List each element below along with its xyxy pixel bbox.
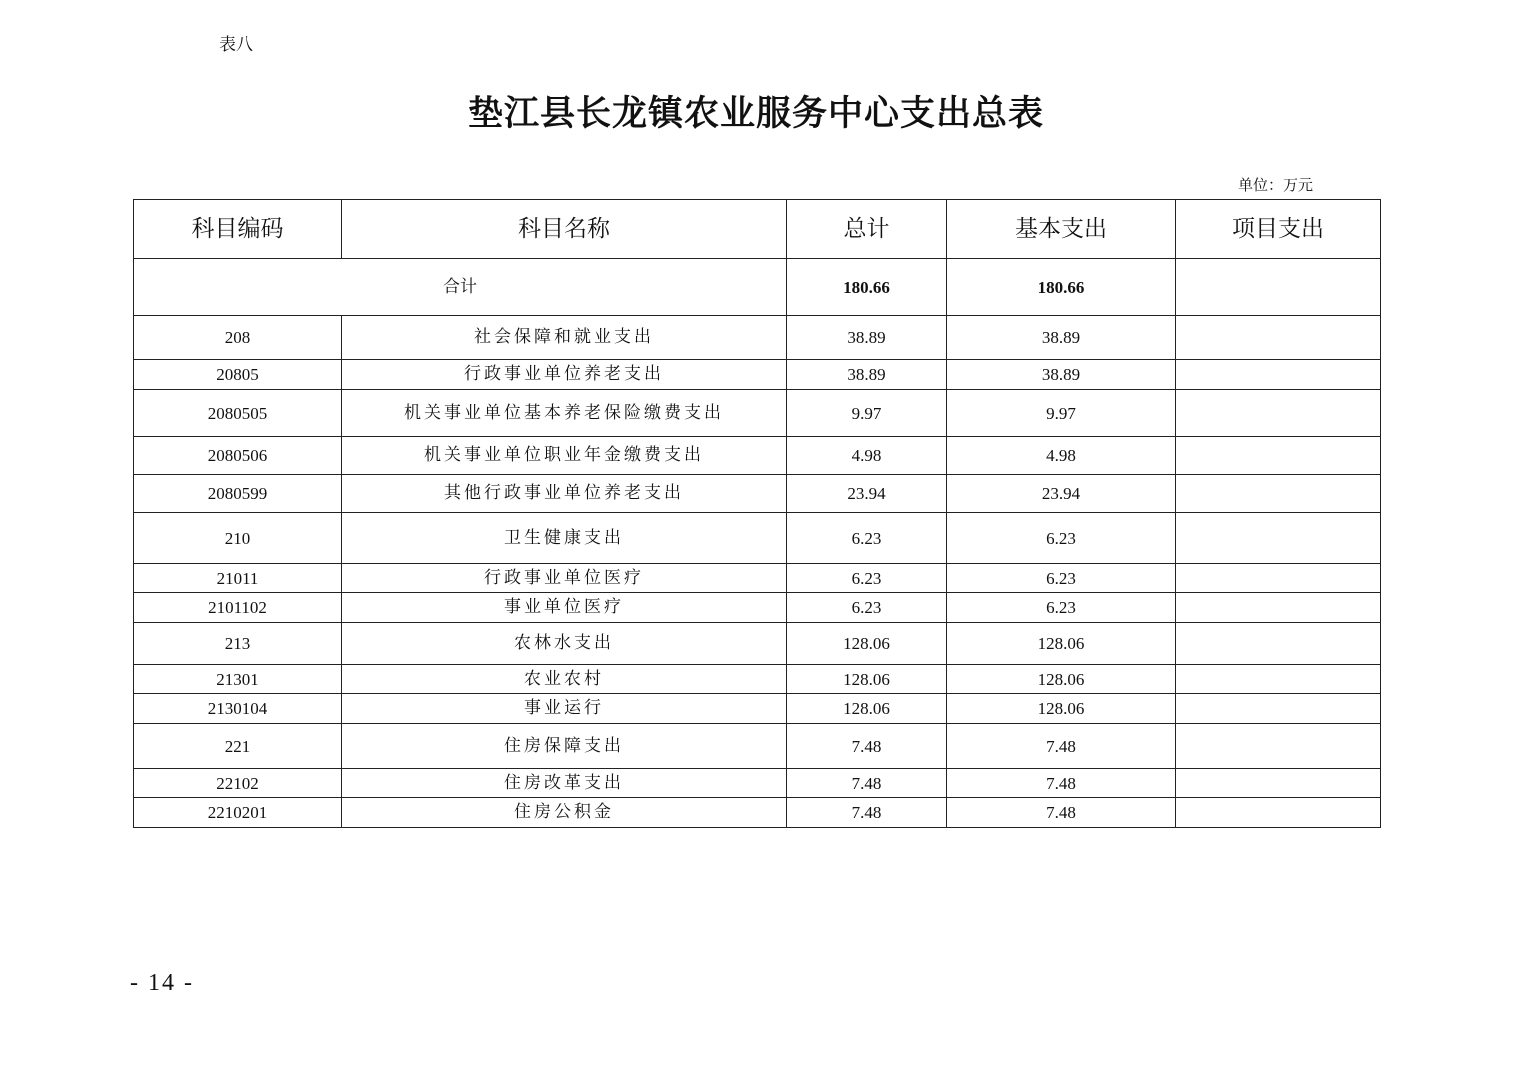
- total-row: [134, 259, 1381, 316]
- cell-code: 2130104: [134, 694, 342, 724]
- table-row: [134, 593, 1381, 623]
- cell-code: 208: [134, 316, 342, 360]
- cell-project: [1176, 623, 1381, 665]
- cell-name: 住房改革支出: [342, 769, 787, 798]
- total-basic-cell: 180.66: [947, 259, 1176, 316]
- cell-code: 2080599: [134, 475, 342, 513]
- page-number: - 14 -: [130, 970, 194, 996]
- cell-total: 128.06: [787, 623, 947, 665]
- table-row: [134, 360, 1381, 390]
- table-row: [134, 513, 1381, 564]
- cell-name: 事业单位医疗: [342, 593, 787, 623]
- cell-project: [1176, 437, 1381, 475]
- cell-name: 其他行政事业单位养老支出: [342, 475, 787, 513]
- cell-code: 2080506: [134, 437, 342, 475]
- cell-name: 行政事业单位医疗: [342, 564, 787, 593]
- cell-name: 机关事业单位职业年金缴费支出: [342, 437, 787, 475]
- table-row: [134, 475, 1381, 513]
- cell-project: [1176, 564, 1381, 593]
- cell-total: 6.23: [787, 564, 947, 593]
- cell-code: 22102: [134, 769, 342, 798]
- cell-name: 住房公积金: [342, 798, 787, 828]
- cell-project: [1176, 769, 1381, 798]
- cell-total: 38.89: [787, 360, 947, 390]
- cell-code: 221: [134, 724, 342, 769]
- table-row: [134, 724, 1381, 769]
- cell-basic: 6.23: [947, 593, 1176, 623]
- table-row: [134, 564, 1381, 593]
- column-header-code: 科目编码: [134, 200, 342, 259]
- cell-name: 社会保障和就业支出: [342, 316, 787, 360]
- table-row: [134, 694, 1381, 724]
- cell-total: 128.06: [787, 694, 947, 724]
- unit-label: 单位：万元: [1238, 178, 1314, 194]
- cell-basic: 4.98: [947, 437, 1176, 475]
- cell-basic: 128.06: [947, 623, 1176, 665]
- cell-project: [1176, 665, 1381, 694]
- cell-basic: 128.06: [947, 694, 1176, 724]
- cell-total: 38.89: [787, 316, 947, 360]
- cell-basic: 6.23: [947, 513, 1176, 564]
- cell-basic: 6.23: [947, 564, 1176, 593]
- column-header-basic: 基本支出: [947, 200, 1176, 259]
- column-header-total: 总计: [787, 200, 947, 259]
- cell-code: 2080505: [134, 390, 342, 437]
- cell-total: 4.98: [787, 437, 947, 475]
- cell-total: 7.48: [787, 798, 947, 828]
- cell-basic: 128.06: [947, 665, 1176, 694]
- table-row: [134, 316, 1381, 360]
- cell-project: [1176, 316, 1381, 360]
- total-label: 合计: [134, 259, 787, 316]
- cell-basic: 23.94: [947, 475, 1176, 513]
- cell-code: 20805: [134, 360, 342, 390]
- cell-basic: 38.89: [947, 316, 1176, 360]
- cell-basic: 7.48: [947, 798, 1176, 828]
- table-row: [134, 798, 1381, 828]
- cell-name: 住房保障支出: [342, 724, 787, 769]
- cell-project: [1176, 360, 1381, 390]
- cell-project: [1176, 513, 1381, 564]
- cell-project: [1176, 724, 1381, 769]
- cell-project: [1176, 593, 1381, 623]
- table-row: [134, 390, 1381, 437]
- cell-code: 210: [134, 513, 342, 564]
- table-row: [134, 437, 1381, 475]
- cell-basic: 7.48: [947, 724, 1176, 769]
- table-label: 表八: [219, 35, 253, 54]
- cell-name: 行政事业单位养老支出: [342, 360, 787, 390]
- page-title: 垫江县长龙镇农业服务中心支出总表: [467, 94, 1044, 133]
- cell-total: 7.48: [787, 769, 947, 798]
- cell-project: [1176, 475, 1381, 513]
- cell-name: 农林水支出: [342, 623, 787, 665]
- table-row: [134, 665, 1381, 694]
- cell-code: 21301: [134, 665, 342, 694]
- cell-name: 农业农村: [342, 665, 787, 694]
- cell-code: 2210201: [134, 798, 342, 828]
- expenditure-table: [133, 199, 1381, 828]
- cell-name: 卫生健康支出: [342, 513, 787, 564]
- cell-code: 213: [134, 623, 342, 665]
- total-total-cell: 180.66: [787, 259, 947, 316]
- cell-total: 23.94: [787, 475, 947, 513]
- cell-basic: 38.89: [947, 360, 1176, 390]
- cell-name: 事业运行: [342, 694, 787, 724]
- cell-name: 机关事业单位基本养老保险缴费支出: [342, 390, 787, 437]
- cell-project: [1176, 694, 1381, 724]
- total-project-cell: [1176, 259, 1381, 316]
- cell-code: 21011: [134, 564, 342, 593]
- table-row: [134, 769, 1381, 798]
- cell-total: 6.23: [787, 513, 947, 564]
- cell-basic: 7.48: [947, 769, 1176, 798]
- cell-code: 2101102: [134, 593, 342, 623]
- table-row: [134, 623, 1381, 665]
- column-header-name: 科目名称: [342, 200, 787, 259]
- cell-total: 128.06: [787, 665, 947, 694]
- cell-total: 7.48: [787, 724, 947, 769]
- cell-project: [1176, 390, 1381, 437]
- cell-basic: 9.97: [947, 390, 1176, 437]
- cell-total: 6.23: [787, 593, 947, 623]
- table-header-row: [134, 200, 1381, 259]
- column-header-project: 项目支出: [1176, 200, 1381, 259]
- cell-total: 9.97: [787, 390, 947, 437]
- cell-project: [1176, 798, 1381, 828]
